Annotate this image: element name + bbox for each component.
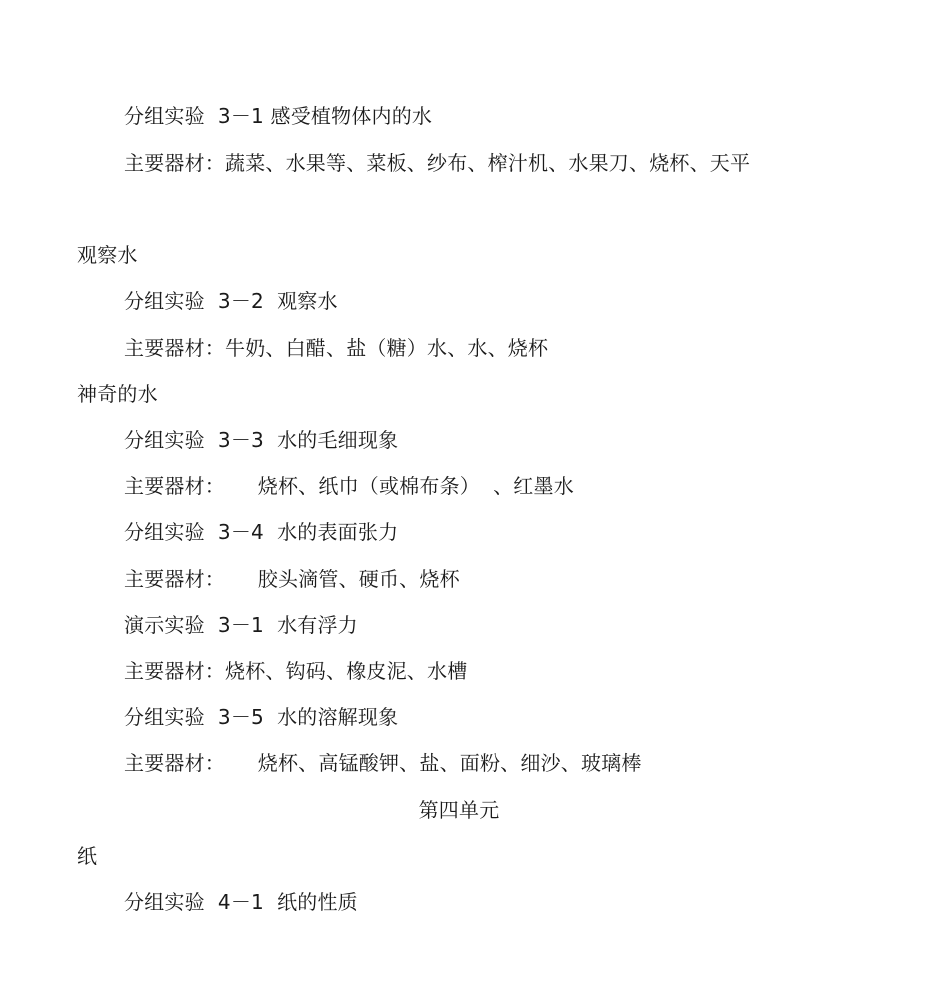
experiment-3-1-title: 分组实验 3－1 感受植物体内的水 bbox=[124, 104, 433, 128]
experiment-3-3-materials: 主要器材： 烧杯、纸巾（或棉布条） 、红墨水 bbox=[124, 474, 574, 498]
experiment-3-5-title: 分组实验 3－5 水的溶解现象 bbox=[124, 705, 399, 729]
demo-experiment-3-1-title: 演示实验 3－1 水有浮力 bbox=[124, 613, 358, 637]
section-heading-observe-water: 观察水 bbox=[77, 243, 138, 267]
experiment-3-2-materials: 主要器材：牛奶、白醋、盐（糖）水、水、烧杯 bbox=[124, 336, 549, 360]
section-heading-magic-water: 神奇的水 bbox=[77, 382, 158, 406]
experiment-3-3-title: 分组实验 3－3 水的毛细现象 bbox=[124, 428, 399, 452]
experiment-3-5-materials: 主要器材： 烧杯、高锰酸钾、盐、面粉、细沙、玻璃棒 bbox=[124, 751, 642, 775]
experiment-3-1-materials: 主要器材：蔬菜、水果等、菜板、纱布、榨汁机、水果刀、烧杯、天平 bbox=[124, 151, 751, 175]
section-heading-paper: 纸 bbox=[77, 844, 98, 868]
unit-heading-4: 第四单元 bbox=[418, 798, 500, 822]
experiment-3-2-title: 分组实验 3－2 观察水 bbox=[124, 289, 338, 313]
experiment-4-1-title: 分组实验 4－1 纸的性质 bbox=[124, 890, 358, 914]
demo-experiment-3-1-materials: 主要器材：烧杯、钩码、橡皮泥、水槽 bbox=[124, 659, 468, 683]
experiment-3-4-title: 分组实验 3－4 水的表面张力 bbox=[124, 520, 399, 544]
experiment-3-4-materials: 主要器材： 胶头滴管、硬币、烧杯 bbox=[124, 567, 460, 591]
